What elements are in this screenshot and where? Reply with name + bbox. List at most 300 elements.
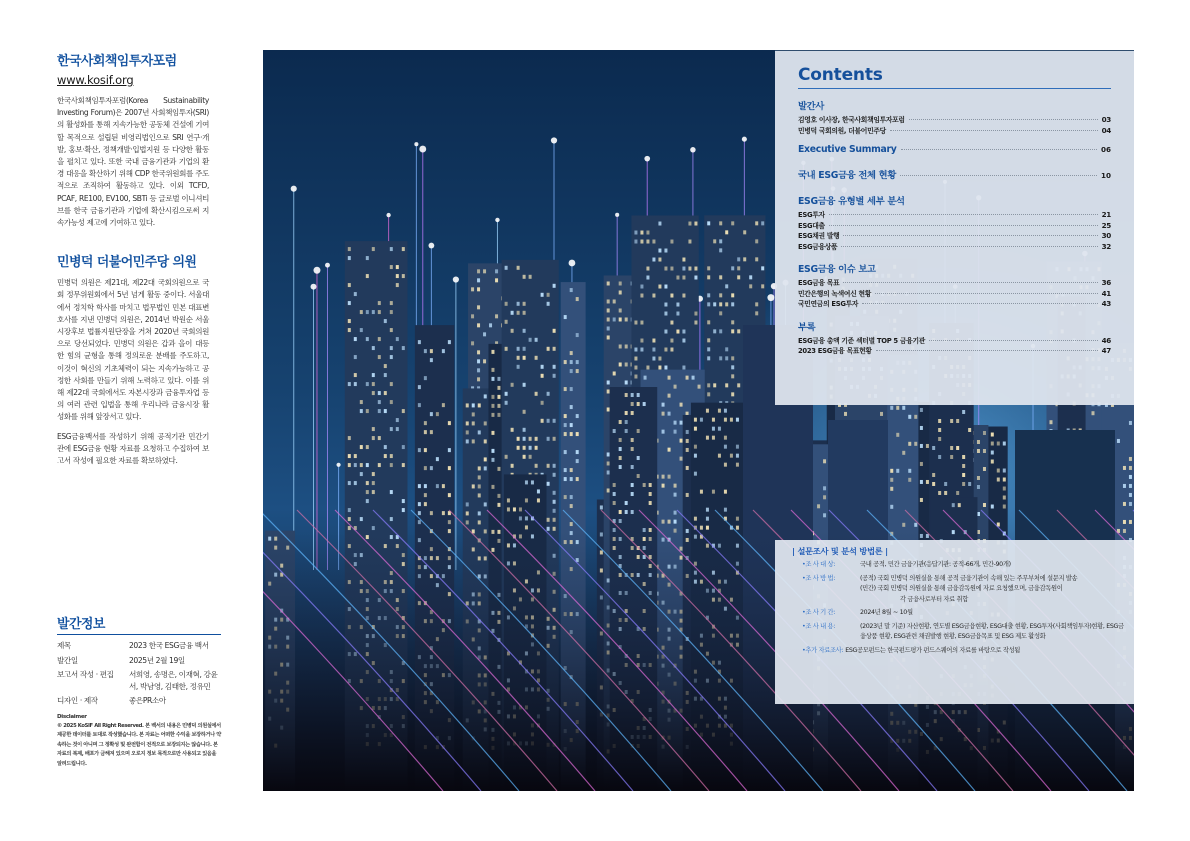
toc-heading: ESG금융 이슈 보고: [798, 264, 876, 275]
window-light: [619, 519, 622, 523]
window-light: [378, 301, 381, 305]
window-light: [477, 377, 480, 381]
window-light: [535, 446, 538, 450]
window-light: [483, 359, 486, 363]
window-light: [700, 418, 703, 422]
window-light: [477, 269, 480, 273]
window-light: [348, 247, 351, 251]
window-light: [619, 456, 622, 460]
window-light: [372, 436, 375, 440]
window-light: [902, 406, 905, 410]
window-light: [707, 338, 710, 342]
window-light: [477, 359, 480, 363]
window-light: [658, 222, 661, 226]
window-light: [523, 446, 526, 450]
toc-item[interactable]: [798, 299, 1111, 310]
survey-value: [860, 560, 1126, 571]
window-light: [991, 433, 994, 437]
window-light: [348, 256, 351, 260]
window-light: [670, 321, 673, 325]
window-light: [372, 472, 375, 476]
window-light: [378, 463, 381, 467]
window-light: [366, 382, 369, 386]
toc-leader: [900, 175, 1097, 176]
window-light: [637, 456, 640, 460]
window-light: [418, 448, 421, 452]
window-light: [698, 385, 701, 389]
survey-key: •조 사 방 법:: [802, 574, 836, 582]
window-light: [649, 483, 652, 487]
window-light: [495, 278, 498, 282]
window-light: [497, 377, 500, 381]
survey-line: 국내 공적, 민간 금융기관(응답기관: 공적-66개, 민간-90개): [860, 561, 1011, 568]
window-light: [424, 466, 427, 470]
survey-title: | 설문조사 및 분석 방법론 |: [792, 546, 888, 556]
window-light: [396, 427, 399, 431]
window-light: [430, 358, 433, 362]
window-light: [564, 468, 567, 472]
window-light: [938, 455, 941, 459]
window-light: [360, 310, 363, 314]
window-light: [736, 463, 739, 467]
window-light: [1129, 484, 1132, 488]
window-light: [731, 374, 734, 378]
window-light: [390, 463, 393, 467]
publication-info: [57, 613, 221, 769]
window-light: [519, 507, 522, 511]
window-light: [619, 362, 622, 366]
window-light: [619, 420, 622, 424]
window-light: [436, 484, 439, 488]
window-light: [962, 410, 965, 414]
member-title: 민병덕 더불어민주당 의원: [57, 255, 197, 271]
window-light: [902, 523, 905, 527]
window-light: [658, 249, 661, 253]
window-light: [390, 382, 393, 386]
window-light: [680, 439, 683, 443]
toc-item[interactable]: [798, 221, 1111, 232]
toc-leader: [890, 130, 1098, 131]
window-light: [418, 484, 421, 488]
window-light: [491, 485, 494, 489]
toc-item[interactable]: [798, 336, 1111, 347]
window-light: [736, 517, 739, 521]
window-light: [402, 346, 405, 350]
member-description: 민병덕 의원은 제21대, 제22대 국회의원으로 국회 정무위원회에서 5년 넘게 활동 중이다. 서울대에서 정치학 학사를 마치고 법무법인 민본 대표변호사를 지낸 민병덕 의원은, 2014년 박원순 서울시장후보 법률지원단장을 거쳐 2020년 국회의원으로 당선되었다. 민병덕 의원은 갑과 을이 대등한 힘의 균형을 통해 정의로운 분배를 주도하고, 이것이 혁신의 기초체력이 되는 지속가능하고 공정한 사회를 만들기 위해 노력하고 있다. 이를 위해 제22대 국회에서도 자본시장과 금융투자업 등의 여러 관련 입법을 통해 우리나라 금융시장 활성화를 위해 앞장서고 있다.: [57, 278, 209, 422]
window-light: [707, 275, 710, 279]
publication-key: 보고서 작성 · 편집: [57, 670, 114, 679]
window-light: [694, 427, 697, 431]
window-light: [674, 493, 677, 497]
window-light: [477, 278, 480, 282]
window-light: [991, 442, 994, 446]
window-light: [755, 221, 758, 225]
window-light: [674, 430, 677, 434]
window-light: [731, 266, 734, 270]
toc-item-overview[interactable]: [798, 167, 1111, 181]
window-light: [625, 429, 628, 433]
window-light: [553, 491, 556, 495]
survey-value: [860, 608, 1126, 619]
window-light: [541, 293, 544, 297]
toc-item[interactable]: [798, 210, 1111, 221]
window-light: [682, 294, 685, 298]
publication-row: [57, 640, 221, 652]
toc-item[interactable]: [798, 231, 1111, 242]
window-light: [484, 466, 487, 470]
window-light: [366, 274, 369, 278]
window-light: [384, 409, 387, 413]
window-light: [366, 463, 369, 467]
window-light: [890, 505, 893, 509]
window-light: [694, 445, 697, 449]
window-light: [682, 258, 685, 262]
window-light: [920, 498, 923, 502]
survey-value: [860, 622, 1126, 643]
window-light: [525, 480, 528, 484]
window-light: [478, 493, 481, 497]
window-light: [517, 266, 520, 270]
window-light: [956, 491, 959, 495]
window-light: [634, 357, 637, 361]
window-light: [662, 484, 665, 488]
window-light: [491, 431, 494, 435]
window-light: [537, 498, 540, 502]
window-light: [664, 366, 667, 370]
window-light: [625, 317, 628, 321]
window-light: [491, 368, 494, 372]
window-light: [692, 376, 695, 380]
window-light: [668, 412, 671, 416]
window-light: [977, 449, 980, 453]
window-light: [640, 348, 643, 352]
window-light: [634, 321, 637, 325]
window-light: [719, 248, 722, 252]
window-light: [707, 293, 710, 297]
window-light: [736, 418, 739, 422]
window-light: [523, 347, 526, 351]
survey-row-target: [792, 560, 1126, 571]
window-light: [646, 267, 649, 271]
light-dot: [313, 267, 320, 274]
light-dot: [311, 284, 317, 290]
window-light: [576, 432, 579, 436]
window-light: [378, 355, 381, 359]
window-light: [564, 360, 567, 364]
light-dot: [615, 213, 619, 217]
window-light: [688, 222, 691, 226]
toc-leader: [876, 350, 1098, 351]
window-light: [553, 374, 556, 378]
window-light: [448, 340, 451, 344]
window-light: [991, 505, 994, 509]
window-light: [725, 383, 728, 387]
window-light: [725, 302, 728, 306]
window-light: [576, 450, 579, 454]
window-light: [564, 315, 567, 319]
window-light: [472, 421, 475, 425]
window-light: [625, 380, 628, 384]
toc-item-label: 김영호 이사장, 한국사회책임투자포럼: [798, 116, 905, 124]
window-light: [731, 356, 734, 360]
window-light: [472, 412, 475, 416]
window-light: [668, 448, 671, 452]
window-light: [619, 317, 622, 321]
window-light: [541, 419, 544, 423]
window-light: [991, 460, 994, 464]
window-light: [926, 444, 929, 448]
toc-item[interactable]: [798, 346, 1111, 357]
window-light: [372, 427, 375, 431]
window-light: [664, 312, 667, 316]
window-light: [523, 302, 526, 306]
window-light: [658, 357, 661, 361]
window-light: [761, 221, 764, 225]
window-light: [505, 320, 508, 324]
window-light: [517, 302, 520, 306]
window-light: [525, 525, 528, 529]
window-light: [676, 276, 679, 280]
window-light: [682, 330, 685, 334]
window-light: [607, 452, 610, 456]
window-light: [634, 375, 637, 379]
window-light: [537, 489, 540, 493]
window-light: [517, 446, 520, 450]
window-light: [719, 239, 722, 243]
window-light: [424, 493, 427, 497]
toc-item-executive-summary[interactable]: [798, 144, 1111, 155]
window-light: [1117, 439, 1120, 443]
window-light: [682, 276, 685, 280]
window-light: [384, 364, 387, 368]
window-light: [478, 484, 481, 488]
window-light: [890, 469, 893, 473]
window-light: [983, 467, 986, 471]
window-light: [390, 301, 393, 305]
window-light: [442, 349, 445, 353]
window-light: [1123, 484, 1126, 488]
window-light: [713, 239, 716, 243]
window-light: [634, 231, 637, 235]
window-light: [418, 340, 421, 344]
window-light: [497, 494, 500, 498]
window-light: [378, 409, 381, 413]
window-light: [348, 301, 351, 305]
window-light: [694, 418, 697, 422]
window-light: [505, 401, 508, 405]
toc-item-label: ESG대출: [798, 221, 825, 230]
window-light: [1129, 457, 1132, 461]
window-light: [513, 507, 516, 511]
toc-item-label: ESG금융 목표: [798, 279, 840, 287]
window-light: [466, 502, 469, 506]
window-light: [384, 445, 387, 449]
window-light: [631, 438, 634, 442]
window-light: [1091, 411, 1094, 415]
survey-line: (공적) 국회 민병덕 의원실을 통해 공적 금융기관이 속해 있는 주무부처에 설문지 발송: [860, 574, 1078, 582]
window-light: [442, 511, 445, 515]
window-light: [619, 447, 622, 451]
publication-value: 2025년 2월 19일: [129, 655, 185, 665]
window-light: [724, 409, 727, 413]
toc-page-number: 03: [1101, 115, 1111, 124]
window-light: [694, 454, 697, 458]
window-light: [491, 350, 494, 354]
survey-methodology-panel: [775, 540, 1134, 704]
window-light: [631, 483, 634, 487]
window-light: [652, 348, 655, 352]
window-light: [477, 305, 480, 309]
window-light: [686, 466, 689, 470]
toc-leader: [841, 246, 1097, 247]
window-light: [694, 267, 697, 271]
publication-title: 발간정보: [57, 613, 221, 635]
window-light: [707, 221, 710, 225]
window-light: [908, 442, 911, 446]
window-light: [686, 430, 689, 434]
window-light: [1129, 493, 1132, 497]
toc-page-number: 46: [1101, 335, 1111, 345]
window-light: [743, 257, 746, 261]
window-light: [631, 402, 634, 406]
window-light: [418, 502, 421, 506]
window-light: [570, 423, 573, 427]
window-light: [706, 517, 709, 521]
window-light: [724, 463, 727, 467]
window-light: [348, 328, 351, 332]
window-light: [625, 393, 628, 397]
window-light: [658, 366, 661, 370]
window-light: [724, 508, 727, 512]
window-light: [664, 285, 667, 289]
window-light: [505, 347, 508, 351]
window-light: [553, 347, 556, 351]
window-light: [372, 346, 375, 350]
window-light: [448, 493, 451, 497]
window-light: [424, 448, 427, 452]
toc-item[interactable]: [798, 242, 1111, 253]
window-light: [938, 491, 941, 495]
window-light: [670, 348, 673, 352]
window-light: [680, 457, 683, 461]
window-light: [472, 484, 475, 488]
window-light: [570, 522, 573, 526]
window-light: [553, 473, 556, 477]
window-light: [517, 347, 520, 351]
window-light: [430, 412, 433, 416]
window-light: [535, 464, 538, 468]
window-light: [523, 356, 526, 360]
window-light: [737, 383, 740, 387]
window-light: [396, 265, 399, 269]
window-light: [694, 472, 697, 476]
window-light: [1049, 420, 1052, 424]
window-light: [378, 337, 381, 341]
window-light: [402, 499, 405, 503]
toc-heading: 부록: [798, 321, 816, 333]
window-light: [725, 347, 728, 351]
window-light: [541, 374, 544, 378]
toc-item[interactable]: [798, 289, 1111, 300]
window-light: [436, 457, 439, 461]
light-dot: [336, 463, 340, 467]
window-light: [643, 402, 646, 406]
window-light: [553, 464, 556, 468]
window-light: [348, 481, 351, 485]
window-light: [725, 356, 728, 360]
org-url-link[interactable]: www.kosif.org: [57, 73, 134, 87]
window-light: [471, 287, 474, 291]
window-light: [962, 455, 965, 459]
toc-item[interactable]: [798, 126, 1111, 137]
window-light: [366, 409, 369, 413]
publication-row: [57, 695, 221, 707]
toc-item[interactable]: [798, 278, 1111, 289]
window-light: [448, 466, 451, 470]
window-light: [378, 400, 381, 404]
window-light: [712, 427, 715, 431]
window-light: [674, 385, 677, 389]
window-light: [360, 409, 363, 413]
window-light: [688, 267, 691, 271]
window-light: [360, 400, 363, 404]
window-light: [491, 458, 494, 462]
toc-page-number: 47: [1101, 346, 1111, 355]
window-light: [674, 421, 677, 425]
window-light: [378, 310, 381, 314]
window-light: [613, 492, 616, 496]
window-light: [730, 454, 733, 458]
window-light: [674, 484, 677, 488]
toc-leader: [875, 293, 1098, 294]
window-light: [712, 418, 715, 422]
window-light: [547, 419, 550, 423]
window-light: [613, 371, 616, 375]
window-light: [570, 387, 573, 391]
window-light: [706, 436, 709, 440]
window-light: [576, 369, 579, 373]
window-light: [823, 513, 826, 517]
toc-item[interactable]: [798, 115, 1111, 126]
window-light: [348, 319, 351, 323]
window-light: [1123, 502, 1126, 506]
window-light: [564, 423, 567, 427]
window-light: [576, 360, 579, 364]
survey-value: [845, 646, 1126, 657]
window-light: [736, 445, 739, 449]
window-light: [390, 517, 393, 521]
window-light: [430, 349, 433, 353]
window-light: [668, 520, 671, 524]
window-light: [523, 455, 526, 459]
window-light: [700, 526, 703, 530]
window-light: [484, 394, 487, 398]
window-light: [535, 338, 538, 342]
window-light: [997, 442, 1000, 446]
window-light: [640, 294, 643, 298]
window-light: [607, 308, 610, 312]
window-light: [718, 409, 721, 413]
window-light: [448, 448, 451, 452]
window-light: [712, 490, 715, 494]
window-light: [724, 418, 727, 422]
window-light: [700, 490, 703, 494]
window-light: [541, 401, 544, 405]
window-light: [640, 231, 643, 235]
window-light: [525, 498, 528, 502]
window-light: [547, 392, 550, 396]
window-light: [497, 404, 500, 408]
